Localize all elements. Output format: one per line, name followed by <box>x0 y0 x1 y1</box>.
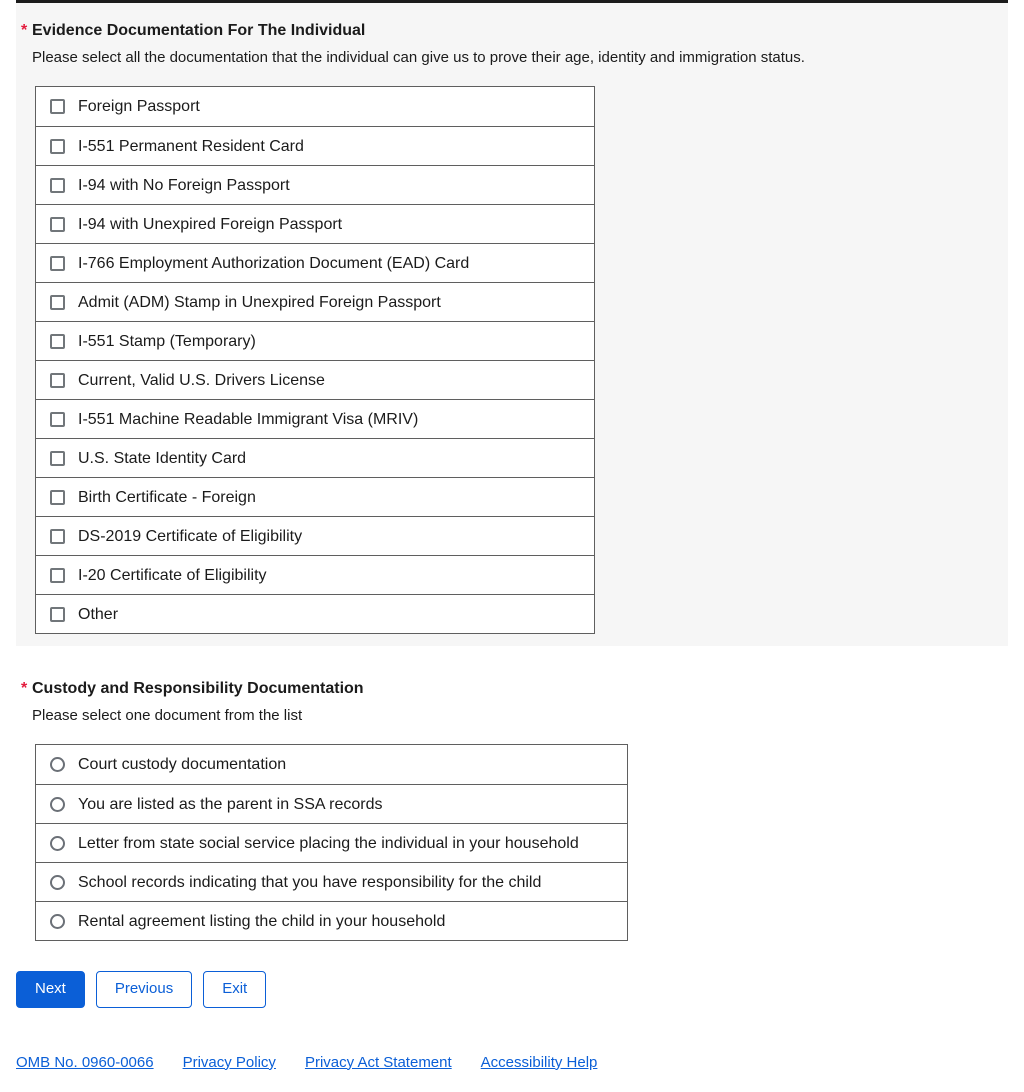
checkbox[interactable] <box>50 607 65 622</box>
checkbox[interactable] <box>50 139 65 154</box>
checkbox[interactable] <box>50 178 65 193</box>
radio-button[interactable] <box>50 875 65 890</box>
footer <box>16 1054 1008 1071</box>
checkbox-item-i551-permanent-resident-card[interactable] <box>36 126 594 165</box>
form-actions <box>16 971 1008 1008</box>
checkbox-label: Current, Valid U.S. Drivers License <box>78 371 325 389</box>
custody-documentation-section <box>16 661 1008 953</box>
evidence-checkbox-list <box>35 86 595 634</box>
radio-button[interactable] <box>50 797 65 812</box>
checkbox[interactable] <box>50 334 65 349</box>
radio-item-rental-agreement[interactable] <box>36 901 627 940</box>
checkbox-item-admit-stamp[interactable] <box>36 282 594 321</box>
checkbox-item-ds2019-certificate[interactable] <box>36 516 594 555</box>
radio-button[interactable] <box>50 914 65 929</box>
accessibility-help-link[interactable]: Accessibility Help <box>480 1053 598 1071</box>
checkbox-label: I-551 Machine Readable Immigrant Visa (MRIV) <box>78 410 419 428</box>
checkbox-item-foreign-passport[interactable] <box>36 87 594 126</box>
checkbox[interactable] <box>50 412 65 427</box>
checkbox-label: Birth Certificate - Foreign <box>78 488 256 506</box>
radio-label: Rental agreement listing the child in your household <box>78 912 446 930</box>
checkbox[interactable] <box>50 295 65 310</box>
evidence-section-description: Please select all the documentation that the individual can give us to prove their age, identity and immigration status. <box>32 48 805 66</box>
privacy-policy-link[interactable]: Privacy Policy <box>182 1053 276 1071</box>
custody-heading-text: Custody and Responsibility Documentation <box>32 680 364 698</box>
checkbox-label: I-94 with Unexpired Foreign Passport <box>78 215 343 233</box>
radio-label: Letter from state social service placing the individual in your household <box>78 834 579 852</box>
checkbox-item-i766-ead-card[interactable] <box>36 243 594 282</box>
checkbox-item-i94-unexpired-foreign-passport[interactable] <box>36 204 594 243</box>
radio-label: Court custody documentation <box>78 756 287 774</box>
radio-button[interactable] <box>50 836 65 851</box>
evidence-section-heading <box>21 21 992 42</box>
checkbox-item-i20-certificate[interactable] <box>36 555 594 594</box>
checkbox-label: I-20 Certificate of Eligibility <box>78 566 267 584</box>
checkbox-item-us-drivers-license[interactable] <box>36 360 594 399</box>
evidence-heading-text: Evidence Documentation For The Individual <box>32 22 366 39</box>
checkbox[interactable] <box>50 256 65 271</box>
checkbox[interactable] <box>50 568 65 583</box>
checkbox-label: I-551 Permanent Resident Card <box>78 137 304 155</box>
checkbox[interactable] <box>50 529 65 544</box>
custody-section-description: Please select one document from the list <box>32 706 303 724</box>
checkbox[interactable] <box>50 99 65 114</box>
exit-button[interactable]: Exit <box>203 971 266 1008</box>
checkbox-label: I-94 with No Foreign Passport <box>78 176 290 194</box>
next-button[interactable]: Next <box>16 971 85 1008</box>
checkbox[interactable] <box>50 490 65 505</box>
radio-button[interactable] <box>50 757 65 772</box>
radio-label: School records indicating that you have responsibility for the child <box>78 873 542 891</box>
checkbox-label: I-766 Employment Authorization Document (EAD) Card <box>78 254 470 272</box>
checkbox-label: Admit (ADM) Stamp in Unexpired Foreign Passport <box>78 293 441 311</box>
required-asterisk: * <box>21 680 28 698</box>
checkbox-label: Other <box>78 605 119 623</box>
required-asterisk: * <box>21 22 28 39</box>
checkbox[interactable] <box>50 373 65 388</box>
checkbox-item-other[interactable] <box>36 594 594 633</box>
radio-label: You are listed as the parent in SSA records <box>78 795 383 813</box>
checkbox-label: U.S. State Identity Card <box>78 449 247 467</box>
checkbox-label: I-551 Stamp (Temporary) <box>78 332 256 350</box>
checkbox[interactable] <box>50 217 65 232</box>
evidence-documentation-section <box>16 3 1008 646</box>
checkbox-item-i551-stamp-temporary[interactable] <box>36 321 594 360</box>
checkbox-label: DS-2019 Certificate of Eligibility <box>78 527 303 545</box>
radio-item-state-social-service-letter[interactable] <box>36 823 627 862</box>
radio-item-parent-in-ssa-records[interactable] <box>36 784 627 823</box>
custody-section-heading <box>21 679 992 700</box>
privacy-act-statement-link[interactable]: Privacy Act Statement <box>304 1053 452 1071</box>
checkbox-item-i94-no-foreign-passport[interactable] <box>36 165 594 204</box>
checkbox-label: Foreign Passport <box>78 98 200 116</box>
checkbox-item-birth-certificate-foreign[interactable] <box>36 477 594 516</box>
checkbox[interactable] <box>50 451 65 466</box>
radio-item-school-records[interactable] <box>36 862 627 901</box>
previous-button[interactable]: Previous <box>96 971 192 1008</box>
omb-number-link[interactable]: OMB No. 0960-0066 <box>16 1053 154 1071</box>
checkbox-item-i551-mriv[interactable] <box>36 399 594 438</box>
radio-item-court-custody[interactable] <box>36 745 627 784</box>
custody-radio-list <box>35 744 628 941</box>
checkbox-item-us-state-identity-card[interactable] <box>36 438 594 477</box>
